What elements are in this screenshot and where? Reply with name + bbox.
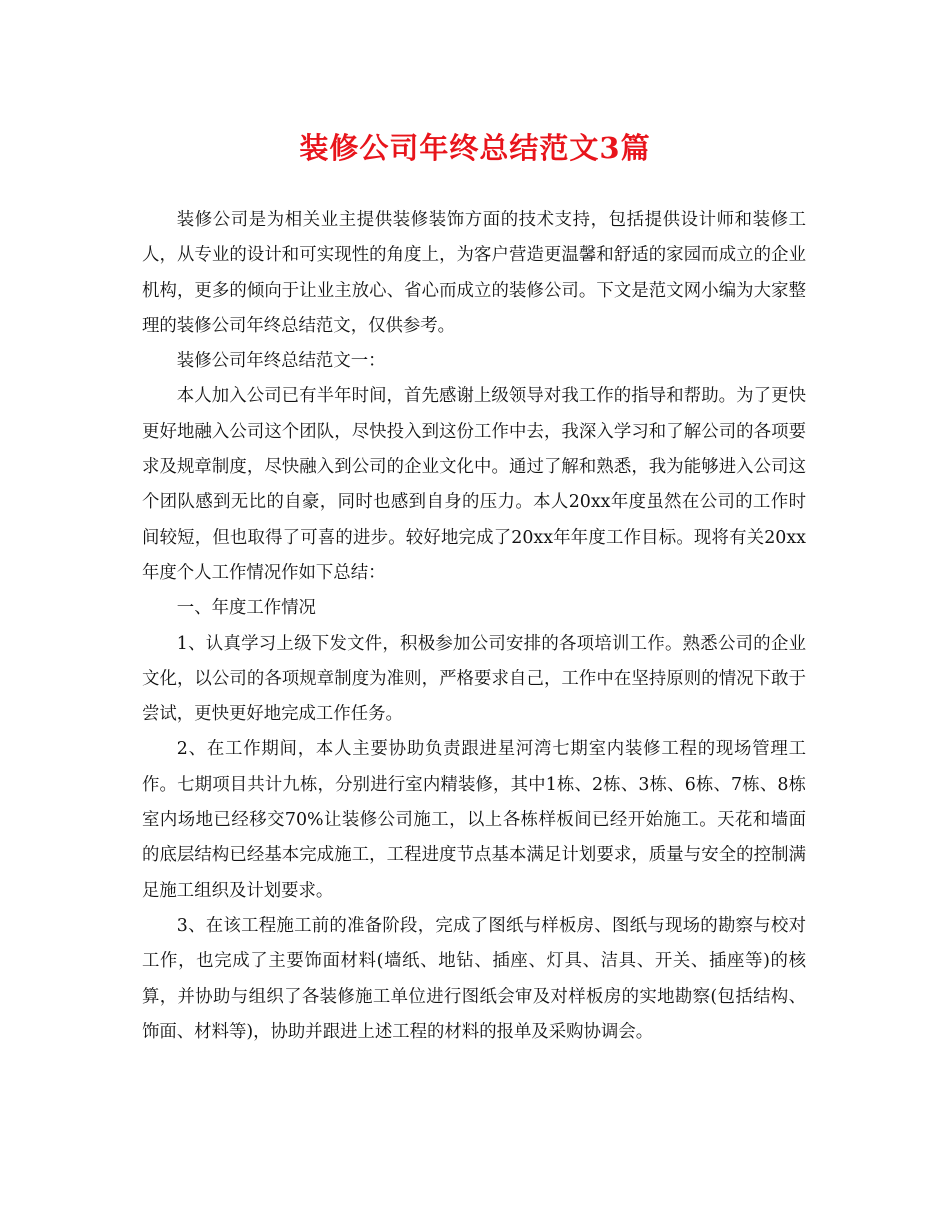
paragraph-self-intro: 本人加入公司已有半年时间，首先感谢上级领导对我工作的指导和帮助。为了更快更好地融入公司这个团队，尽快投入到这份工作中去，我深入学习和了解公司的各项要求及规章制度，尽快融入到公司的企业文化中。通过了解和熟悉，我为能够进入公司这个团队感到无比的自豪，同时也感到自身的压力。本人20xx年度虽然在公司的工作时间较短，但也取得了可喜的进步。较好地完成了20xx年年度工作目标。现将有关20xx年度个人工作情况作如下总结： — [142, 386, 806, 583]
paragraph-section-heading: 装修公司年终总结范文一： — [176, 351, 386, 372]
paragraph-item-2: 2、在工作期间，本人主要协助负责跟进星河湾七期室内装修工程的现场管理工作。七期项目共计九栋，分别进行室内精装修，其中1栋、2栋、3栋、6栋、7栋、8栋室内场地已经移交70%让装修公司施工，以上各栋样板间已经开始施工。天花和墙面的底层结构已经基本完成施工，工程进度节点基本满足计划要求，质量与安全的控制满足施工组织及计划要求。 — [142, 739, 806, 901]
paragraph-item-1: 1、认真学习上级下发文件，积极参加公司安排的各项培训工作。熟悉公司的企业文化，以公司的各项规章制度为准则，严格要求自己，工作中在坚持原则的情况下敢于尝试，更快更好地完成工作任务。 — [142, 633, 806, 725]
paragraph-intro: 装修公司是为相关业主提供装修装饰方面的技术支持，包括提供设计师和装修工人，从专业的设计和可实现性的角度上，为客户营造更温馨和舒适的家园而成立的企业机构，更多的倾向于让业主放心、省心而成立的装修公司。下文是范文网小编为大家整理的装修公司年终总结范文，仅供参考。 — [142, 210, 806, 336]
document-body — [142, 203, 806, 1050]
document-title: 装修公司年终总结范文3篇 — [299, 131, 651, 165]
paragraph-item-3: 3、在该工程施工前的准备阶段，完成了图纸与样板房、图纸与现场的勘察与校对工作，也完成了主要饰面材料(墙纸、地钻、插座、灯具、洁具、开关、插座等)的核算，并协助与组织了各装修施工单位进行图纸会审及对样板房的实地勘察(包括结构、饰面、材料等)，协助并跟进上述工程的材料的报单及采购协调会。 — [142, 915, 806, 1042]
paragraph-subheading: 一、年度工作情况 — [176, 598, 316, 619]
